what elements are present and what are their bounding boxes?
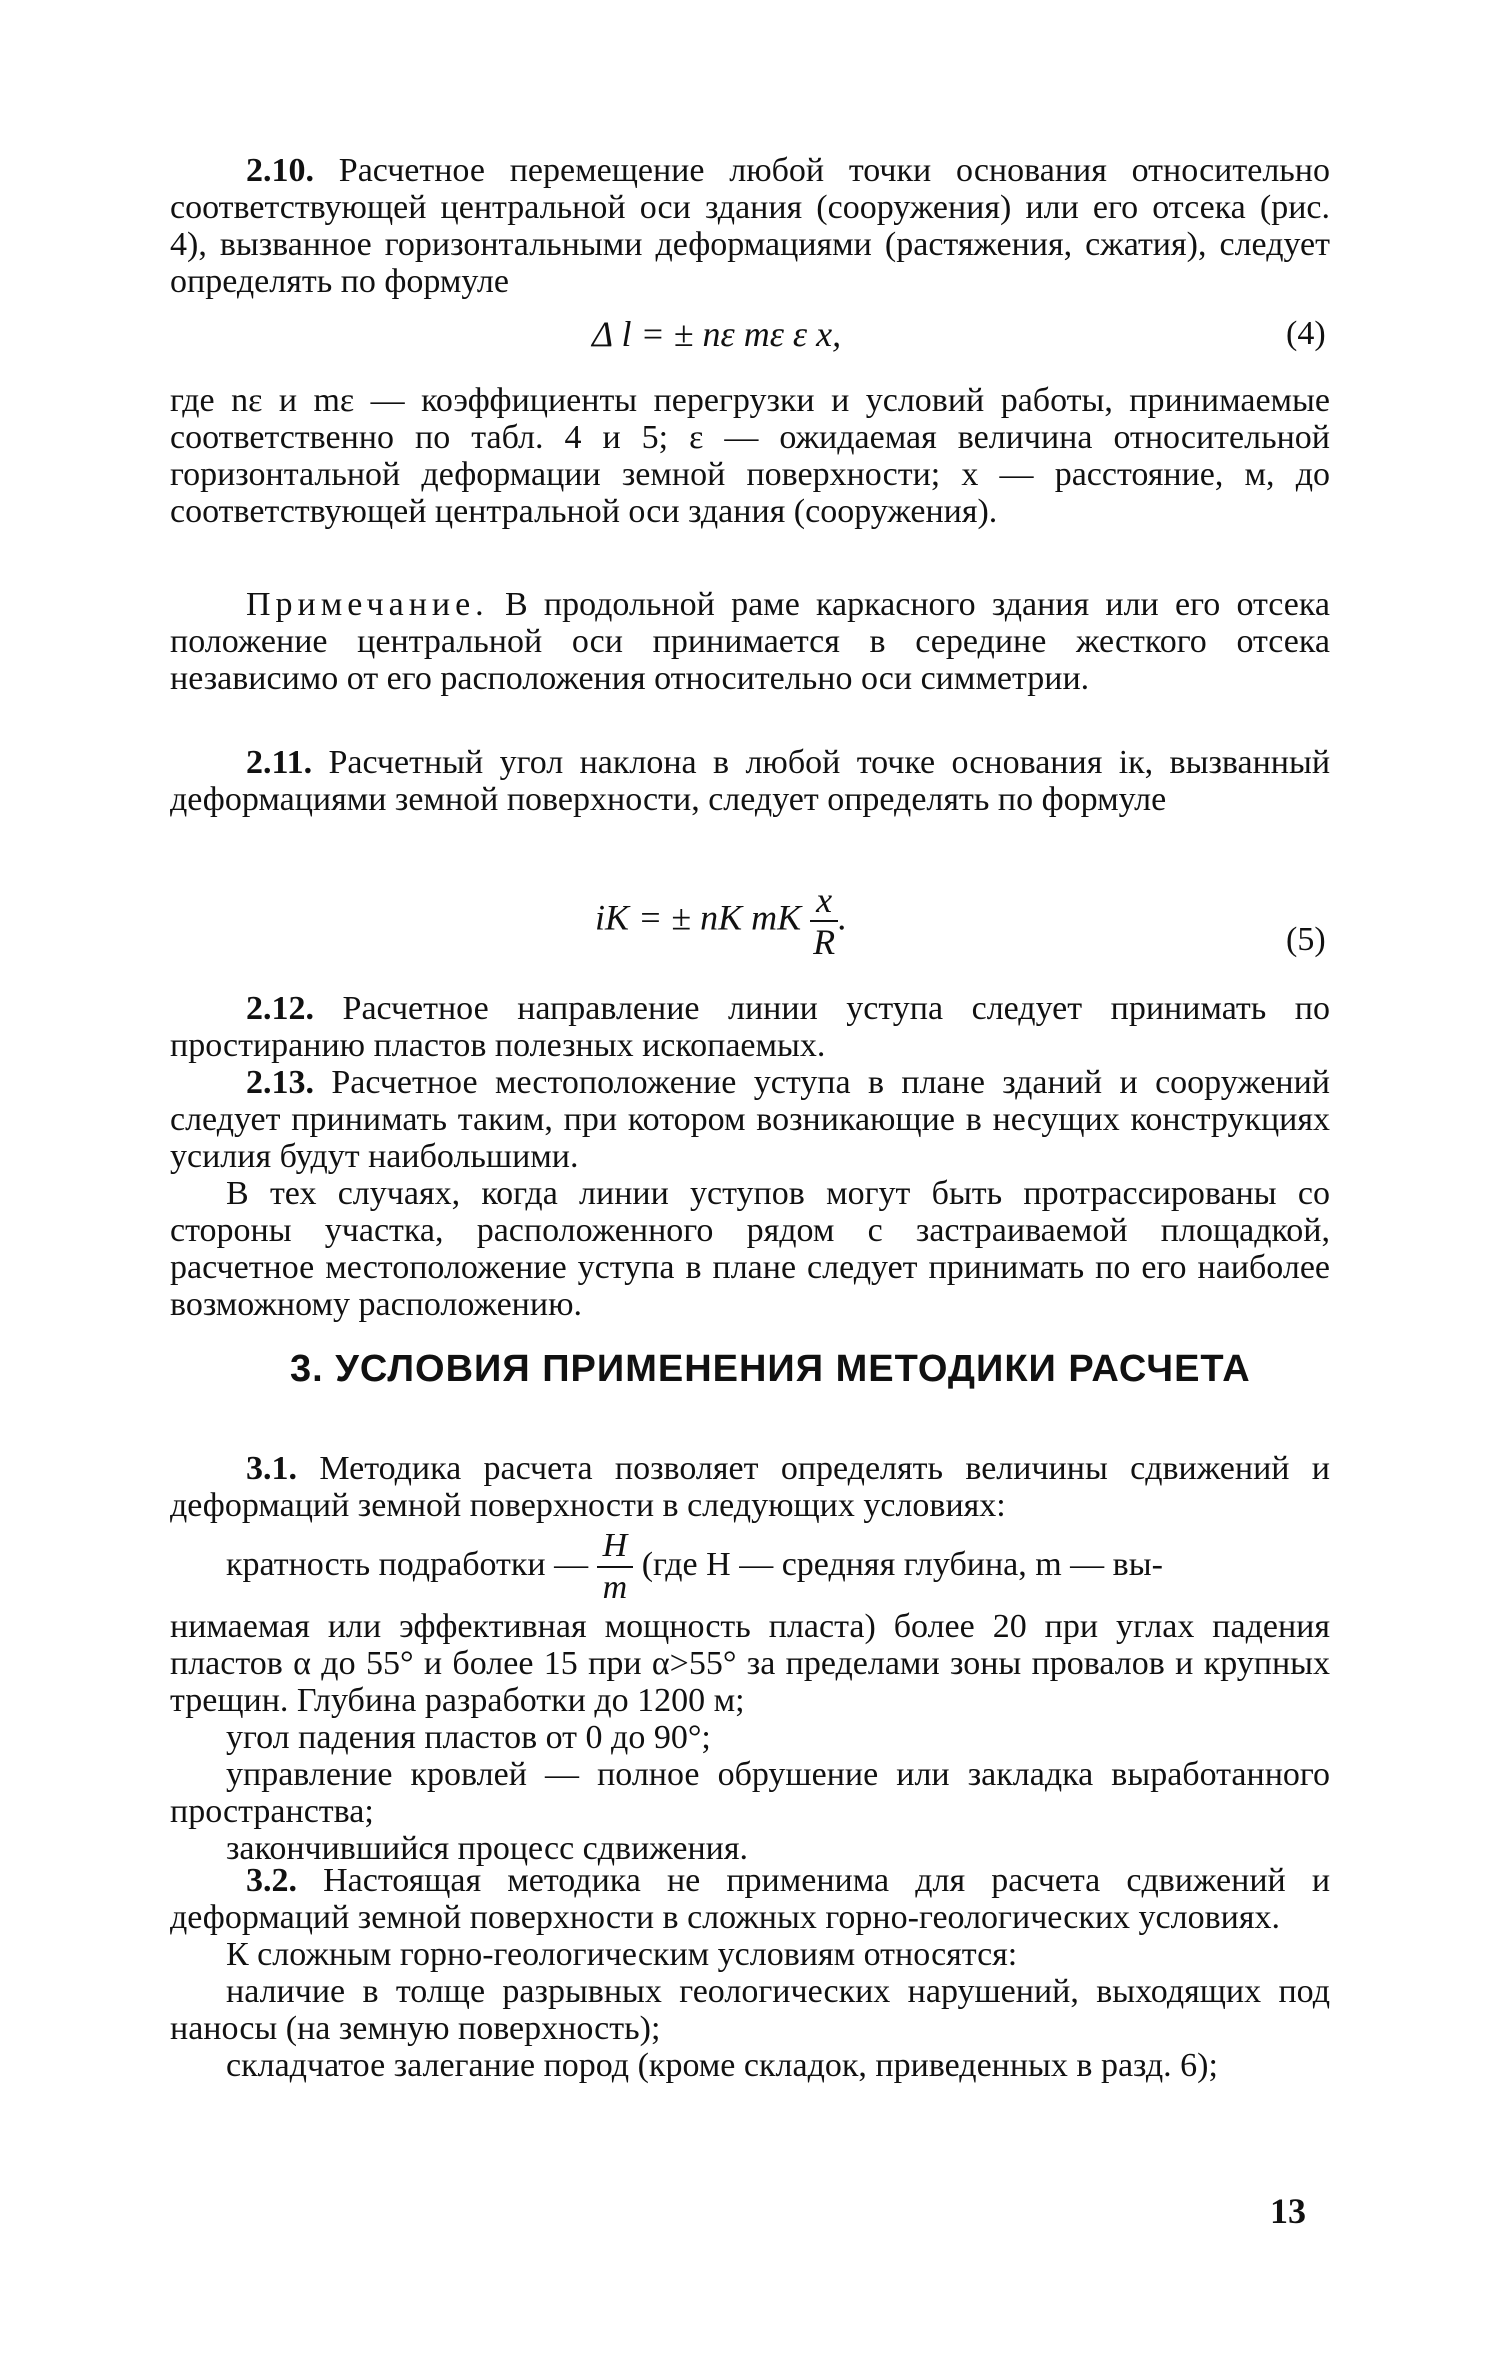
clause-text: Расчетное перемещение любой точки основания относительно соответствующей центральной оси здания (сооружения) или его отсека (рис. 4), вызванное горизонтальными деформациями (растяжения, сжатия), следует определять по формуле — [170, 152, 1330, 300]
clause-number: 3.1. — [246, 1450, 297, 1487]
list-item: угол падения пластов от 0 до 90°; — [226, 1719, 711, 1756]
section-heading-3: 3. УСЛОВИЯ ПРИМЕНЕНИЯ МЕТОДИКИ РАСЧЕТА — [290, 1348, 1251, 1390]
paragraph-2-10 — [170, 152, 1330, 300]
formula-5-number: (5) — [1286, 921, 1326, 958]
clause-text: Расчетное местоположение уступа в плане зданий и сооружений следует принимать таким, при котором возникающие в несущих конструкциях усилия будут наибольшими. — [170, 1064, 1330, 1175]
fraction-numerator: x — [810, 880, 838, 922]
paragraph-3-1 — [170, 1450, 1330, 1524]
note-label: Примечание. — [246, 586, 489, 623]
list-item: складчатое залегание пород (кроме складок, приведенных в разд. 6); — [226, 2047, 1218, 2084]
formula-4: Δ l = ± nε mε ε x, — [592, 314, 842, 354]
ratio-denominator: m — [602, 1569, 628, 1606]
paragraph-3-2-cont: К сложным горно-геологическим условиям относятся: — [226, 1936, 1018, 1973]
note-paragraph — [170, 586, 1330, 697]
page-number: 13 — [1270, 2191, 1306, 2231]
section-3-2 — [170, 1862, 1330, 2084]
ratio-fraction — [597, 1526, 634, 1608]
ratio-line — [170, 1526, 1330, 1608]
clause-text: Расчетный угол наклона в любой точке основания iк, вызванный деформациями земной поверхности, следует определять по формуле — [170, 744, 1331, 818]
formula-5-lhs: iK = ± nK mK — [595, 897, 802, 938]
list-item: закончившийся процесс сдвижения. — [226, 1830, 748, 1867]
fraction-denominator: R — [813, 922, 836, 962]
ratio-lead: кратность подработки — — [226, 1545, 589, 1583]
note-text: В продольной раме каркасного здания или его отсека положение центральной оси принимается в середине жесткого отсека независимо от его расположения относительно оси симметрии. — [170, 586, 1330, 697]
formula-5-tail: . — [838, 897, 848, 938]
paragraph-2-12 — [170, 990, 1330, 1064]
section-2-11 — [170, 744, 1330, 818]
section-3-1 — [170, 1450, 1330, 1867]
ratio-continuation: нимаемая или эффективная мощность пласта) более 20 при углах падения пластов α до 55° и более 15 при α>55° за пределами зоны провалов и крупных трещин. Глубина разработки до 1200 м; — [170, 1608, 1330, 1719]
ratio-tail: (где H — средняя глубина, m — вы- — [641, 1545, 1163, 1583]
paragraph-2-13 — [170, 1064, 1330, 1175]
list-item: наличие в толще разрывных геологических нарушений, выходящих под наносы (на земную поверхность); — [170, 1973, 1330, 2047]
formula-5-fraction — [810, 880, 838, 962]
clause-text: Настоящая методика не применима для расчета сдвижений и деформаций земной поверхности в сложных горно-геологических условиях. — [170, 1862, 1331, 1936]
clause-number: 2.13. — [246, 1064, 314, 1101]
clause-text: Расчетное направление линии уступа следует принимать по простиранию пластов полезных ископаемых. — [170, 990, 1330, 1064]
note-block — [170, 586, 1330, 697]
paragraph-2-11 — [170, 744, 1330, 818]
section-2-12 — [170, 990, 1330, 1323]
section-2-10 — [170, 152, 1330, 300]
clause-number: 3.2. — [246, 1862, 297, 1899]
paragraph-2-13-cont: В тех случаях, когда линии уступов могут быть протрассированы со стороны участка, расположенного рядом с застраиваемой площадкой, расчетное местоположение уступа в плане следует принимать по его наиболее возможному расположению. — [170, 1175, 1330, 1323]
formula-4-explanation — [170, 382, 1330, 530]
where-text: где nε и mε — коэффициенты перегрузки и условий работы, принимаемые соответственно по табл. 4 и 5; ε — ожидаемая величина относительной горизонтальной деформации земной поверхности; x — расстояние, м, до соответствующей центральной оси здания (сооружения). — [170, 382, 1330, 530]
clause-text: Методика расчета позволяет определять величины сдвижений и деформаций земной поверхности в следующих условиях: — [170, 1450, 1330, 1524]
formula-4-number: (4) — [1286, 315, 1326, 352]
clause-number: 2.12. — [246, 990, 314, 1027]
ratio-numerator: H — [597, 1526, 634, 1568]
list-item: управление кровлей — полное обрушение или закладка выработанного пространства; — [170, 1756, 1330, 1830]
formula-5 — [595, 880, 847, 962]
clause-number: 2.11. — [246, 744, 313, 781]
clause-number: 2.10. — [246, 152, 314, 189]
paragraph-3-2 — [170, 1862, 1330, 1936]
